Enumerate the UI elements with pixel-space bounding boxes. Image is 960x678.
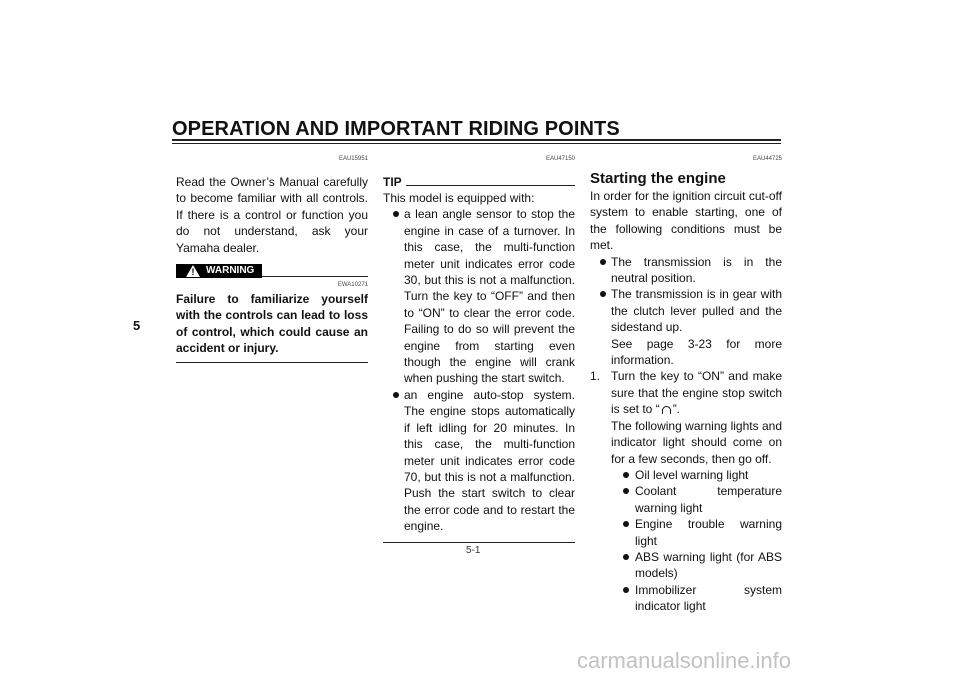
warning-badge bbox=[176, 264, 262, 278]
column-starting-engine bbox=[590, 155, 782, 615]
page-number: 5-1 bbox=[466, 545, 481, 556]
engine-run-symbol-icon bbox=[662, 406, 671, 414]
chapter-number: 5 bbox=[133, 318, 141, 333]
list-item: an engine auto-stop system. The engine stops automatically if left idling for 20 minutes. In this case, the multi-function meter unit indicates error code 70, but this is not a malfunction. Push the start switch to clear the error code and to restart the engine. bbox=[383, 387, 575, 535]
tip-rule bbox=[406, 185, 575, 186]
column-intro bbox=[176, 155, 368, 363]
section-heading: Starting the engine bbox=[590, 170, 726, 187]
section-code: EAU15951 bbox=[338, 156, 368, 162]
watermark: carmanualsonline.info bbox=[577, 648, 792, 673]
list-item: Immobilizer system indicator light bbox=[611, 582, 782, 615]
column-tip bbox=[383, 155, 575, 543]
tip-intro: This model is equipped with: bbox=[383, 191, 535, 205]
step-1 bbox=[590, 368, 782, 614]
warning-end-rule bbox=[176, 362, 368, 363]
step-text: Turn the key to “ON” and make sure that the engine stop switch is set to “ ”. bbox=[611, 369, 782, 417]
page-title: OPERATION AND IMPORTANT RIDING POINTS bbox=[172, 118, 620, 140]
list-item: Coolant temperature warning light bbox=[611, 483, 782, 516]
list-item bbox=[590, 286, 782, 368]
section-code: EAU44725 bbox=[752, 156, 782, 162]
conditions-list bbox=[590, 254, 782, 369]
list-item: Engine trouble warning light bbox=[611, 516, 782, 549]
tip-end-rule bbox=[383, 542, 575, 543]
tip-label: TIP bbox=[383, 175, 402, 189]
tip-bullet-list bbox=[383, 206, 575, 534]
condition-text: The transmission is in gear with the clutch lever pulled and the sidestand up. bbox=[611, 287, 782, 335]
warning-rule bbox=[262, 276, 368, 277]
intro-paragraph: Read the Owner’s Manual carefully to become familiar with all controls. If there is a control or function you do not understand, ask your Yamaha dealer. bbox=[176, 175, 368, 255]
title-rule bbox=[172, 139, 781, 141]
warning-header bbox=[176, 264, 368, 280]
warning-code: EWA10271 bbox=[337, 282, 368, 289]
tip-header bbox=[383, 174, 575, 190]
warning-text: Failure to familiarize yourself with the controls can lead to loss of control, which could cause an accident or injury. bbox=[176, 292, 368, 356]
exclamation-icon: ! bbox=[191, 267, 195, 278]
step-number: 1. bbox=[590, 369, 601, 384]
title-rule-thin bbox=[172, 143, 781, 144]
warning-lights-list bbox=[611, 467, 782, 615]
conditions-intro: In order for the ignition circuit cut-off system to enable starting, one of the following conditions must be met. bbox=[590, 189, 782, 253]
list-item: ABS warning light (for ABS models) bbox=[611, 549, 782, 582]
step-follow-text: The following warning lights and indicator light should come on for a few seconds, then go off. bbox=[611, 418, 782, 466]
warning-label: WARNING bbox=[206, 265, 255, 277]
list-item: a lean angle sensor to stop the engine in case of a turnover. In this case, the multi-function meter unit indicates error code 30, but this is not a malfunction. Turn the key to “OFF” and then to “ON” to clear the error code. Failing to do so will prevent the engine from starting even though the engine will crank when pushing the start switch. bbox=[383, 206, 575, 386]
see-page-reference: See page 3-23 for more information. bbox=[611, 336, 782, 368]
list-item: Oil level warning light bbox=[611, 467, 782, 483]
section-code: EAU47150 bbox=[545, 156, 575, 162]
list-item: The transmission is in the neutral position. bbox=[590, 254, 782, 287]
